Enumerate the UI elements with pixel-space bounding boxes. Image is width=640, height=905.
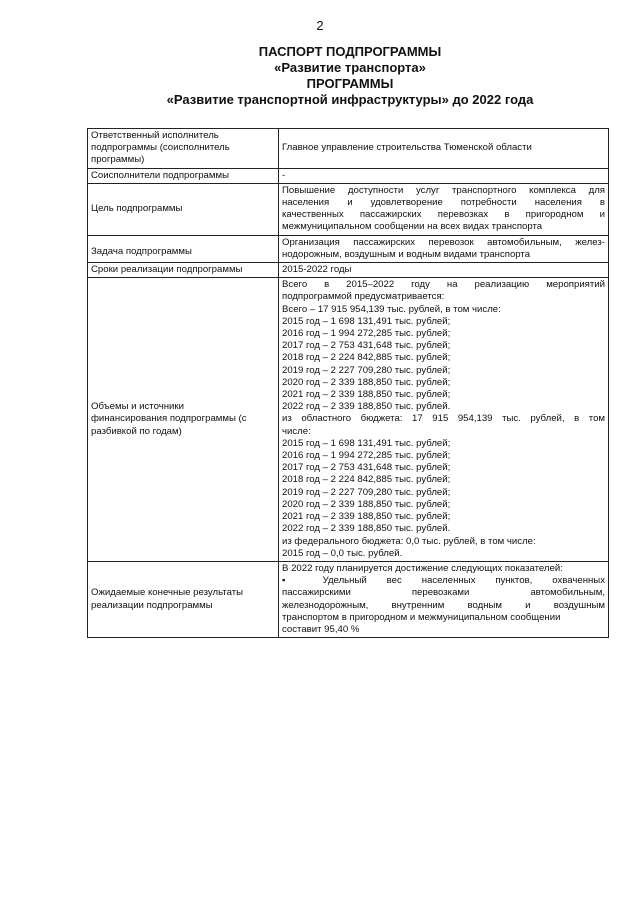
total-year-line: 2019 год – 2 227 709,280 тыс. рублей; xyxy=(282,364,451,376)
regional-year-line: 2015 год – 1 698 131,491 тыс. рублей; xyxy=(282,437,451,449)
total-year-line: 2022 год – 2 339 188,850 тыс. рублей. xyxy=(282,401,451,413)
heading-line-4: «Развитие транспортной инфраструктуры» до 2022 года xyxy=(166,92,534,107)
funding-label: Объемы и источники финансирования подпрограммы (с разбивкой по годам) xyxy=(88,278,279,562)
total-year-line: 2021 год – 2 339 188,850 тыс. рублей; xyxy=(282,389,451,401)
terms-label: Сроки реализации подпрограммы xyxy=(88,263,279,278)
terms-value: 2015-2022 годы xyxy=(279,263,609,278)
heading-line-3: ПРОГРАММЫ xyxy=(306,76,394,91)
regional-year-line: 2021 год – 2 339 188,850 тыс. рублей; xyxy=(282,511,451,523)
row-executor xyxy=(88,129,609,169)
regional-year-line: 2019 год – 2 227 709,280 тыс. рублей; xyxy=(282,486,451,498)
results-value: В 2022 году планируется достижение следующих показателей: ▪ Удельный вес населенных пунктов, охваченных пассажирскими перевозками автомобильным, железнодорожным, внутренним водным и воздушным транспортом в пригородном и межмуниципальном сообщении составит 95,40 % xyxy=(279,561,609,637)
page-number: 2 xyxy=(316,18,324,33)
regional-year-line: 2018 год – 2 224 842,885 тыс. рублей; xyxy=(282,474,451,486)
task-value: Организация пассажирских перевозок автомобильным, желез- нодорожным, воздушным и водным видами транспорта xyxy=(279,235,609,262)
row-coexecutors xyxy=(88,168,609,183)
row-goal xyxy=(88,183,609,235)
row-funding xyxy=(88,278,609,562)
regional-year-line: 2022 год – 2 339 188,850 тыс. рублей. xyxy=(282,523,451,535)
funding-value: Всего в 2015–2022 году на реализацию мероприятий подпрограммой предусматривается: Всего – 17 915 954,139 тыс. рублей, в том числе: 2015 год – 1 698 131,491 тыс. рублей; 2016 год – 1 994 272,285 тыс. рублей; 2017 год – 2 753 431,648 тыс. рублей; 2018 год – 2 224 842,885 тыс. рублей; 2019 год – 2 227 709,280 тыс. рублей; 2020 год – 2 339 188,850 тыс. рублей; 2021 год – 2 339 188,850 тыс. рублей; 2022 год – 2 339 188,850 тыс. рублей. из областного бюджета: 17 915 954,139 тыс. рублей, в том числе: 2015 год – 1 698 131,491 тыс. рублей; 2016 год – 1 994 272,285 тыс. рублей; 2017 год – 2 753 431,648 тыс. рублей; 2018 год – 2 224 842,885 тыс. рублей; 2019 год – 2 227 709,280 тыс. рублей; 2020 год – 2 339 188,850 тыс. рублей; 2021 год – 2 339 188,850 тыс. рублей; 2022 год – 2 339 188,850 тыс. рублей. из федерального бюджета: 0,0 тыс. рублей, в том числе: 2015 год – 0,0 тыс. рублей. xyxy=(279,278,609,562)
total-year-line: 2020 год – 2 339 188,850 тыс. рублей; xyxy=(282,376,451,388)
coexecutors-value: - xyxy=(279,168,609,183)
goal-value: Повышение доступности услуг транспортного комплекса для населения и удовлетворение потребности населения в качественных пассажирских перевозках в пригородном и межмуниципальном сообщении на всех видах транспорта xyxy=(279,183,609,235)
total-year-line: 2015 год – 1 698 131,491 тыс. рублей; xyxy=(282,315,451,327)
passport-table xyxy=(87,128,609,638)
results-bullet: ▪ Удельный вес населенных пунктов, охваченных xyxy=(282,575,605,587)
results-label: Ожидаемые конечные результаты реализации подпрограммы xyxy=(88,561,279,637)
heading-line-2: «Развитие транспорта» xyxy=(274,60,426,75)
row-results xyxy=(88,561,609,637)
regional-year-line: 2017 год – 2 753 431,648 тыс. рублей; xyxy=(282,462,451,474)
regional-year-line: 2016 год – 1 994 272,285 тыс. рублей; xyxy=(282,450,451,462)
document-heading xyxy=(150,44,550,108)
task-label: Задача подпрограммы xyxy=(88,235,279,262)
heading-line-1: ПАСПОРТ ПОДПРОГРАММЫ xyxy=(258,44,442,59)
total-year-line: 2018 год – 2 224 842,885 тыс. рублей; xyxy=(282,352,451,364)
federal-year-line: 2015 год – 0,0 тыс. рублей. xyxy=(282,547,403,559)
row-task xyxy=(88,235,609,262)
total-year-line: 2016 год – 1 994 272,285 тыс. рублей; xyxy=(282,328,451,340)
regional-year-line: 2020 год – 2 339 188,850 тыс. рублей; xyxy=(282,498,451,510)
total-year-line: 2017 год – 2 753 431,648 тыс. рублей; xyxy=(282,340,451,352)
executor-value: Главное управление строительства Тюменской области xyxy=(279,129,609,169)
goal-label: Цель подпрограммы xyxy=(88,183,279,235)
row-terms xyxy=(88,263,609,278)
executor-label: Ответственный исполнитель подпрограммы (соисполнитель программы) xyxy=(88,129,279,169)
coexecutors-label: Соисполнители подпрограммы xyxy=(88,168,279,183)
